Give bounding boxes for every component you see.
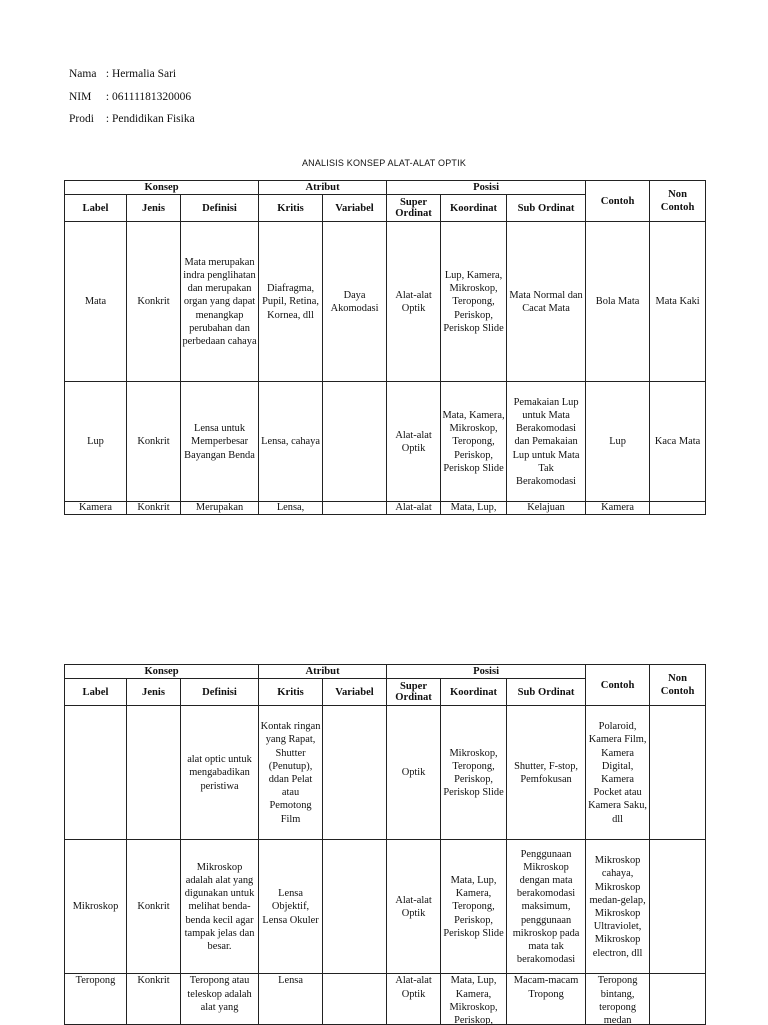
cell-contoh: Mikroskop cahaya, Mikroskop medan-gelap, Mikroskop Ultraviolet, Mikroskop electron, dll: [586, 840, 650, 974]
cell-non-contoh: [650, 706, 706, 840]
cell-super-ordinat: Alat-alat: [387, 502, 441, 515]
header-koordinat: Koordinat: [441, 679, 507, 706]
header-variabel: Variabel: [323, 679, 387, 706]
cell-definisi: Mikroskop adalah alat yang digunakan untuk melihat benda-benda kecil agar tampak jelas dan besar.: [181, 840, 259, 974]
header-konsep: Konsep: [65, 181, 259, 195]
cell-non-contoh: Kaca Mata: [650, 382, 706, 502]
header-jenis: Jenis: [127, 679, 181, 706]
cell-contoh: Teropong bintang, teropong medan: [586, 974, 650, 1025]
cell-super-ordinat: Alat-alat Optik: [387, 974, 441, 1025]
cell-sub-ordinat: Kelajuan: [507, 502, 586, 515]
header-contoh: Contoh: [586, 181, 650, 222]
cell-koordinat: Mata, Lup, Kamera, Teropong, Periskop, Periskop Slide: [441, 840, 507, 974]
table-row: [65, 382, 706, 502]
header-koordinat: Koordinat: [441, 195, 507, 222]
cell-contoh: Bola Mata: [586, 222, 650, 382]
cell-sub-ordinat: Pemakaian Lup untuk Mata Berakomodasi dan Pemakaian Lup untuk Mata Tak Berakomodasi: [507, 382, 586, 502]
cell-non-contoh: Mata Kaki: [650, 222, 706, 382]
header-sub-ordinat: Sub Ordinat: [507, 195, 586, 222]
cell-non-contoh: [650, 502, 706, 515]
cell-super-ordinat: Alat-alat Optik: [387, 840, 441, 974]
header-label: Label: [65, 195, 127, 222]
student-prodi-row: [69, 113, 195, 125]
cell-variabel: [323, 840, 387, 974]
cell-definisi: Teropong atau teleskop adalah alat yang: [181, 974, 259, 1025]
header-konsep: Konsep: [65, 665, 259, 679]
header-posisi: Posisi: [387, 665, 586, 679]
cell-label: Teropong: [65, 974, 127, 1025]
cell-jenis: Konkrit: [127, 840, 181, 974]
cell-koordinat: Lup, Kamera, Mikroskop, Teropong, Periskop, Periskop Slide: [441, 222, 507, 382]
header-super-ordinat: Super Ordinat: [387, 195, 441, 222]
cell-jenis: Konkrit: [127, 222, 181, 382]
table-row: [65, 840, 706, 974]
cell-kritis: Lensa, cahaya: [259, 382, 323, 502]
header-super-ordinat: Super Ordinat: [387, 679, 441, 706]
cell-label: [65, 706, 127, 840]
cell-label: Mikroskop: [65, 840, 127, 974]
header-atribut: Atribut: [259, 181, 387, 195]
cell-jenis: [127, 706, 181, 840]
cell-super-ordinat: Alat-alat Optik: [387, 222, 441, 382]
cell-variabel: [323, 502, 387, 515]
nim-value: : 06111181320006: [105, 91, 192, 103]
document-caption: ANALISIS KONSEP ALAT-ALAT OPTIK: [301, 158, 467, 168]
cell-label: Mata: [65, 222, 127, 382]
name-value: : Hermalia Sari: [105, 68, 177, 80]
cell-non-contoh: [650, 974, 706, 1025]
cell-koordinat: Mata, Lup, Kamera, Mikroskop, Periskop,: [441, 974, 507, 1025]
cell-koordinat: Mata, Kamera, Mikroskop, Teropong, Periskop, Periskop Slide: [441, 382, 507, 502]
prodi-label: Prodi: [69, 113, 94, 125]
cell-kritis: Lensa: [259, 974, 323, 1025]
header-non-contoh: Non Contoh: [650, 665, 706, 706]
cell-kritis: Lensa Objektif, Lensa Okuler: [259, 840, 323, 974]
cell-super-ordinat: Alat-alat Optik: [387, 382, 441, 502]
cell-koordinat: Mikroskop, Teropong, Periskop, Periskop Slide: [441, 706, 507, 840]
header-jenis: Jenis: [127, 195, 181, 222]
cell-jenis: Konkrit: [127, 382, 181, 502]
cell-definisi: alat optic untuk mengabadikan peristiwa: [181, 706, 259, 840]
table-row: [65, 502, 706, 515]
cell-contoh: Polaroid, Kamera Film, Kamera Digital, Kamera Pocket atau Kamera Saku, dll: [586, 706, 650, 840]
header-variabel: Variabel: [323, 195, 387, 222]
cell-variabel: [323, 974, 387, 1025]
cell-sub-ordinat: Mata Normal dan Cacat Mata: [507, 222, 586, 382]
cell-koordinat: Mata, Lup,: [441, 502, 507, 515]
header-kritis: Kritis: [259, 195, 323, 222]
concept-analysis-table-1: [64, 180, 706, 515]
header-definisi: Definisi: [181, 195, 259, 222]
cell-definisi: Mata merupakan indra penglihatan dan merupakan organ yang dapat menangkap perubahan dan perbedaan cahaya: [181, 222, 259, 382]
cell-super-ordinat: Optik: [387, 706, 441, 840]
nim-label: NIM: [69, 91, 92, 103]
cell-sub-ordinat: Shutter, F-stop, Pemfokusan: [507, 706, 586, 840]
cell-kritis: Kontak ringan yang Rapat, Shutter (Penutup), ddan Pelat atau Pemotong Film: [259, 706, 323, 840]
cell-contoh: Lup: [586, 382, 650, 502]
cell-definisi: Lensa untuk Memperbesar Bayangan Benda: [181, 382, 259, 502]
cell-variabel: [323, 382, 387, 502]
cell-non-contoh: [650, 840, 706, 974]
table-row: [65, 706, 706, 840]
concept-analysis-table-2: [64, 664, 706, 1025]
cell-label: Kamera: [65, 502, 127, 515]
header-atribut: Atribut: [259, 665, 387, 679]
header-non-contoh: Non Contoh: [650, 181, 706, 222]
cell-variabel: Daya Akomodasi: [323, 222, 387, 382]
cell-jenis: Konkrit: [127, 974, 181, 1025]
cell-label: Lup: [65, 382, 127, 502]
prodi-value: : Pendidikan Fisika: [105, 113, 195, 125]
table-row: [65, 974, 706, 1025]
name-label: Nama: [69, 68, 97, 80]
header-posisi: Posisi: [387, 181, 586, 195]
table-row: [65, 222, 706, 382]
header-sub-ordinat: Sub Ordinat: [507, 679, 586, 706]
cell-kritis: Lensa,: [259, 502, 323, 515]
student-name-row: [69, 68, 176, 80]
header-contoh: Contoh: [586, 665, 650, 706]
header-kritis: Kritis: [259, 679, 323, 706]
cell-variabel: [323, 706, 387, 840]
cell-kritis: Diafragma, Pupil, Retina, Kornea, dll: [259, 222, 323, 382]
student-nim-row: [69, 91, 191, 103]
cell-contoh: Kamera: [586, 502, 650, 515]
header-definisi: Definisi: [181, 679, 259, 706]
cell-sub-ordinat: Penggunaan Mikroskop dengan mata berakomodasi maksimum, penggunaan mikroskop pada mata tak berakomodasi: [507, 840, 586, 974]
cell-definisi: Merupakan: [181, 502, 259, 515]
header-label: Label: [65, 679, 127, 706]
cell-jenis: Konkrit: [127, 502, 181, 515]
cell-sub-ordinat: Macam-macam Tropong: [507, 974, 586, 1025]
